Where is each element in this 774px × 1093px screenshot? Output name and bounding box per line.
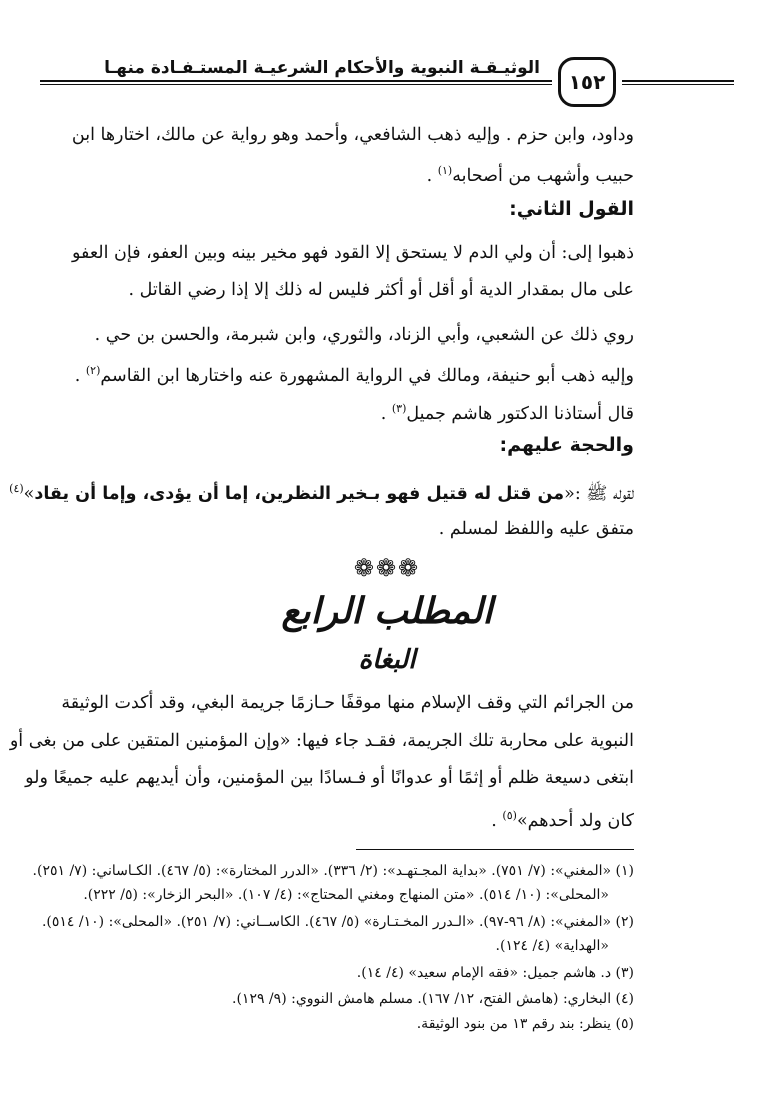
body-line: روي ذلك عن الشعبي، وأبي الزناد، والثوري، وابن شبرمة، والحسن بن حي . xyxy=(94,325,634,345)
body-text: . xyxy=(491,810,503,831)
body-text: قال أستاذنا الدكتور هاشم جميل xyxy=(406,403,634,424)
footnote-separator xyxy=(356,849,634,850)
footnote-3: (٣) د. هاشم جميل: «فقه الإمام سعيد» (٤/ ١٤). xyxy=(356,965,634,981)
footnote-ref: (٤) xyxy=(9,482,24,495)
section-title: المطلب الرابع xyxy=(281,590,493,632)
body-line-with-footnote xyxy=(381,396,634,427)
footnote-2: (٢) «المغني»: (٨/ ٩٦-٩٧). «الـدرر المخـتـارة» (٥/ ٤٦٧). الكاســاني: (٧/ ٢٥١). «المحلى»: (١٠/ ٥١٤). xyxy=(41,914,634,930)
heading-second-opinion: القول الثاني: xyxy=(509,198,634,220)
body-text: حبيب وأشهب من أصحابه xyxy=(452,165,634,186)
body-line: النبوية على محاربة تلك الجريمة، فقـد جاء فيها: «وإن المؤمنين المتقين على من بغى أو xyxy=(9,731,634,751)
body-line-with-footnote xyxy=(491,803,634,834)
page-number-badge xyxy=(558,57,616,107)
page-number: ١٥٢ xyxy=(568,70,606,94)
hadith-close-quote: » xyxy=(23,483,35,504)
footnote-ref: (٣) xyxy=(391,402,407,415)
body-line: وداود، وابن حزم . وإليه ذهب الشافعي، وأحمد وهو رواية عن مالك، اختارها ابن xyxy=(71,125,634,145)
flower-ornament-divider: ❁❁❁ xyxy=(353,554,421,582)
body-line-with-footnote xyxy=(75,358,634,389)
hadith-quote: من قتل له قتيل فهو بـخير النظرين، إما أن يؤدى، وإما أن يقاد xyxy=(34,483,565,504)
footnote-ref: (٥) xyxy=(502,809,517,822)
body-text: . xyxy=(380,403,392,424)
heading-counter-argument: والحجة عليهم: xyxy=(499,434,634,456)
body-text: وإليه ذهب أبو حنيفة، ومالك في الرواية المشهورة عنه واختارها ابن القاسم xyxy=(100,365,634,386)
hadith-source: متفق عليه واللفظ لمسلم . xyxy=(438,519,634,539)
header-rule-left-bottom xyxy=(40,84,552,85)
body-line: من الجرائم التي وقف الإسلام منها موقفًا حـازمًا جريمة البغي، وقد أكدت الوثيقة xyxy=(61,693,634,713)
footnote-ref: (٢) xyxy=(85,364,101,377)
header-rule-right-bottom xyxy=(622,84,734,85)
footnote-1-continued: «المحلى»: (١٠/ ٥١٤). «متن المنهاج ومغني المحتاج»: (٤/ ١٠٧). «البحر الزخار»: (٥/ ٢٢٢). xyxy=(83,887,609,903)
hadith-line xyxy=(9,476,634,507)
body-line-with-footnote xyxy=(427,158,634,189)
running-header-title: الوثيـقـة النبوية والأحكام الشرعيـة المستـفـادة منهـا xyxy=(104,58,540,78)
body-text: . xyxy=(426,165,438,186)
section-subtitle: البغاة xyxy=(358,645,416,675)
footnote-1: (١) «المغني»: (٧/ ٧٥١). «بداية المجـتهـد»: (٢/ ٣٣٦). «الدرر المختارة»: (٥/ ٤٦٧). الكـاساني: (٧/ ٢٥١). xyxy=(32,863,634,879)
footnote-2-continued: «الهداية» (٤/ ١٢٤). xyxy=(495,938,609,954)
body-text: . xyxy=(74,365,86,386)
footnote-4: (٤) البخاري: (هامش الفتح، ١٢/ ١٦٧). مسلم هامش النووي: (٩/ ١٢٩). xyxy=(232,991,634,1007)
hadith-intro: لقوله ﷺ :« xyxy=(564,483,634,504)
header-rule-right-top xyxy=(622,80,734,82)
body-text: كان ولد أحدهم» xyxy=(516,810,634,831)
body-line: ذهبوا إلى: أن ولي الدم لا يستحق إلا القود فهو مخير بينه وبين العفو، فإن العفو xyxy=(71,243,634,263)
header-rule-left-top xyxy=(40,80,552,82)
body-line: على مال بمقدار الدية أو أقل أو أكثر فليس له ذلك إلا إذا رضي القاتل . xyxy=(128,280,634,300)
footnote-5: (٥) ينظر: بند رقم ١٣ من بنود الوثيقة. xyxy=(416,1016,634,1032)
footnote-ref: (١) xyxy=(437,164,453,177)
body-line: ابتغى دسيعة ظلم أو إثمًا أو عدوانًا أو فـسادًا بين المؤمنين، وأن أيديهم عليه جميعًا ولو xyxy=(25,768,634,788)
